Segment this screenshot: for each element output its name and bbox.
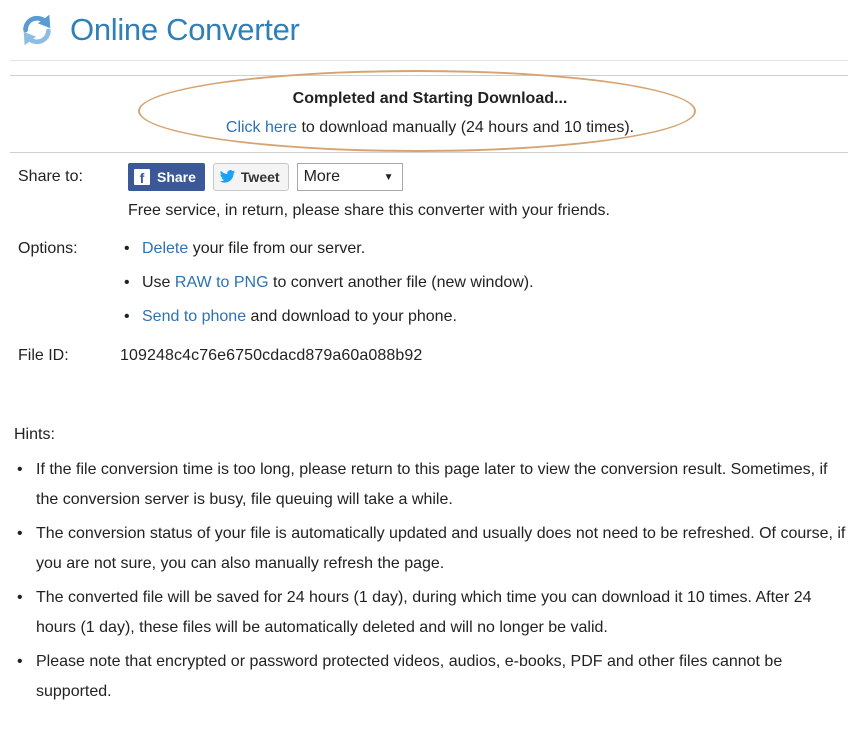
site-header xyxy=(18,8,300,52)
options-list xyxy=(120,238,534,340)
option-send-text: and download to your phone. xyxy=(246,308,457,325)
option-convert-text: to convert another file (new window). xyxy=(268,274,534,291)
share-buttons xyxy=(128,163,403,191)
share-label: Share to: xyxy=(18,168,83,185)
refresh-arrows-icon[interactable] xyxy=(18,11,56,49)
facebook-share-label: Share xyxy=(157,169,196,185)
hint-item: • The conversion status of your file is automatically updated and usually does not need to be refreshed. Of course, if you are not sure, you can also manually refresh the page. xyxy=(14,519,848,579)
option-convert-another xyxy=(120,272,534,306)
share-note: Free service, in return, please share this converter with your friends. xyxy=(128,202,610,219)
option-delete-text: your file from our server. xyxy=(188,240,366,257)
more-select-value: More xyxy=(303,168,341,185)
hint-item: • The converted file will be saved for 24 hours (1 day), during which time you can download it 10 times. After 24 hours (1 day), these files will be automatically deleted and will no longer be valid. xyxy=(14,583,848,643)
options-label: Options: xyxy=(18,240,78,257)
download-status-line xyxy=(0,119,850,137)
file-id-value: 109248c4c76e6750cdacd879a60a088b92 xyxy=(120,347,423,364)
tweet-label: Tweet xyxy=(240,169,280,185)
header-divider xyxy=(10,60,848,61)
status-highlight-oval xyxy=(138,70,696,152)
tweet-button[interactable] xyxy=(213,163,289,191)
site-title[interactable]: Online Converter xyxy=(70,12,300,47)
facebook-share-button[interactable] xyxy=(128,163,205,191)
hints-list xyxy=(14,455,848,711)
hint-item: • If the file conversion time is too long, please return to this page later to view the conversion result. Sometimes, if the conversion server is busy, file queuing will take a while. xyxy=(14,455,848,515)
hint-item: • Please note that encrypted or password protected videos, audios, e-books, PDF and other files cannot be supported. xyxy=(14,647,848,707)
more-share-select[interactable] xyxy=(297,163,403,191)
option-delete xyxy=(120,238,534,272)
file-id-label: File ID: xyxy=(18,347,69,364)
send-to-phone-link[interactable]: Send to phone xyxy=(142,308,247,325)
status-bottom-divider xyxy=(10,152,848,153)
facebook-icon: f xyxy=(134,169,150,185)
raw-to-png-link[interactable]: RAW to PNG xyxy=(174,274,269,291)
download-status-text: to download manually (24 hours and 10 times). xyxy=(297,119,635,136)
option-convert-prefix: Use xyxy=(142,274,175,291)
status-title: Completed and Starting Download... xyxy=(292,90,568,107)
dropdown-caret-icon: ▼ xyxy=(383,171,394,183)
manual-download-link[interactable]: Click here xyxy=(225,119,298,136)
twitter-bird-icon xyxy=(219,170,236,184)
hints-title: Hints: xyxy=(14,426,55,443)
delete-file-link[interactable]: Delete xyxy=(142,240,189,257)
option-send-to-phone xyxy=(120,306,534,340)
